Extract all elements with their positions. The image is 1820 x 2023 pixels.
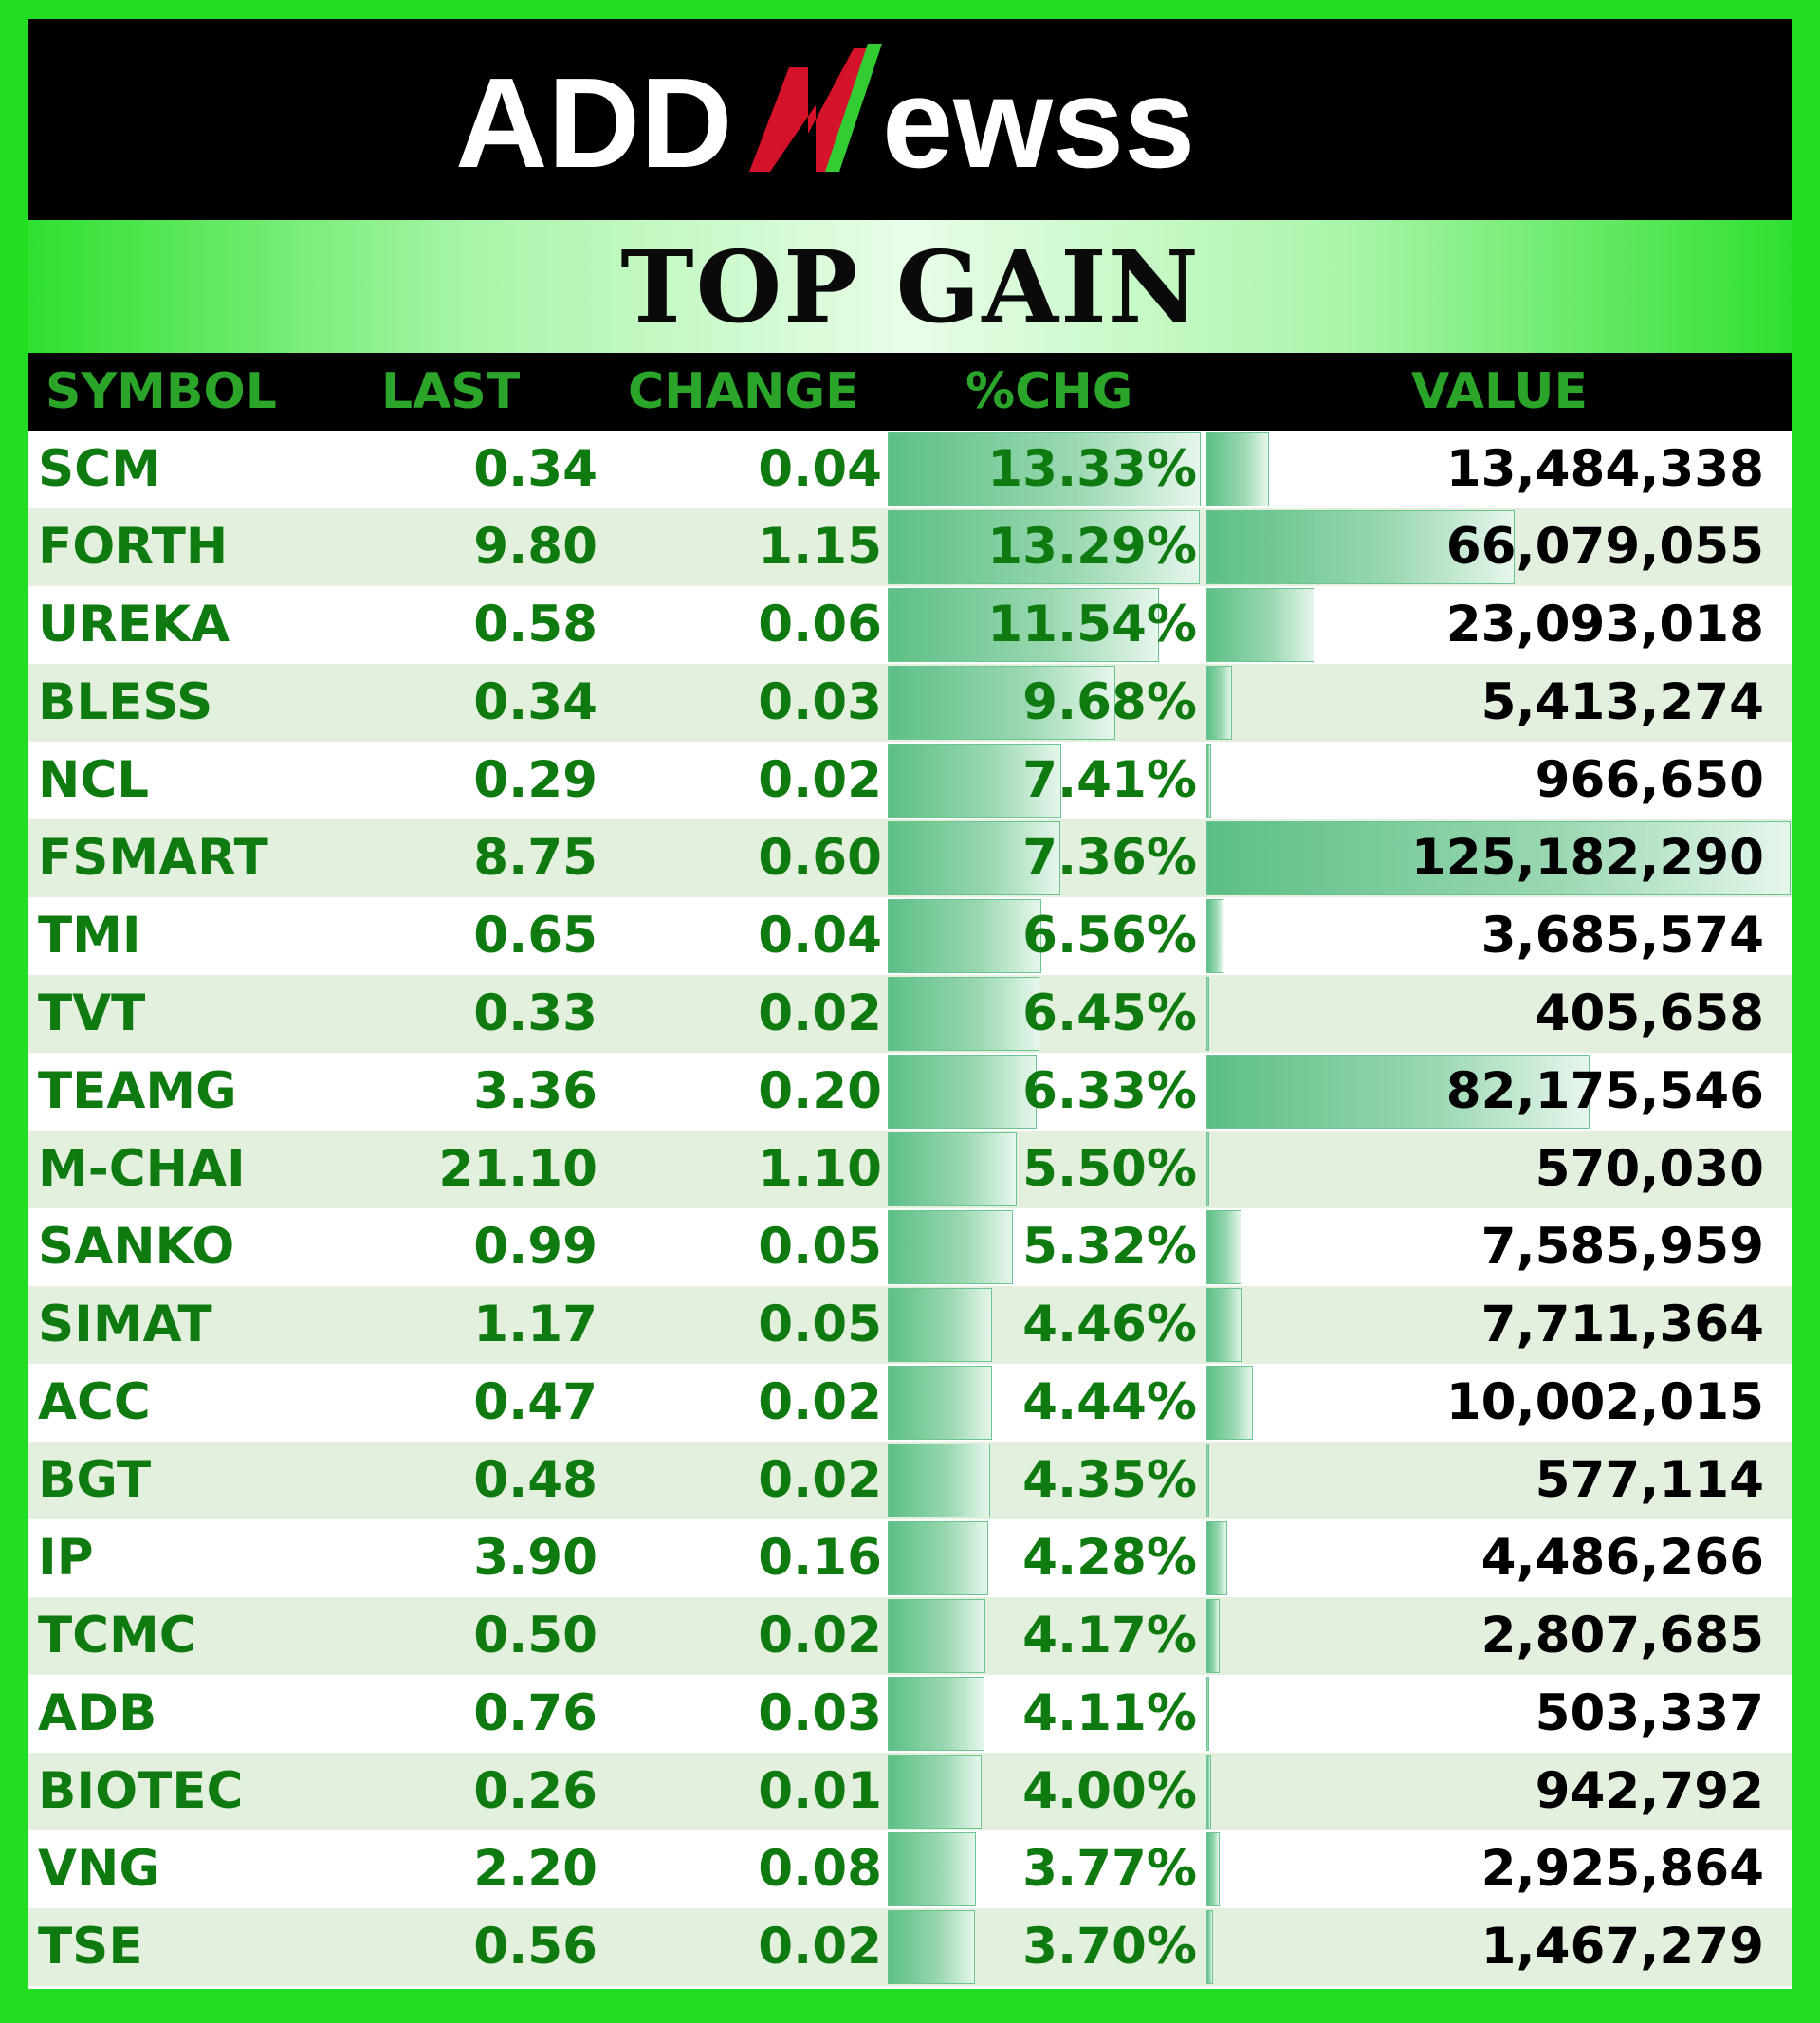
pctchg-cell: 11.54%: [987, 596, 1197, 653]
pctchg-bar: [888, 1832, 976, 1906]
last-cell: 8.75: [473, 829, 597, 887]
last-cell: 0.26: [473, 1762, 597, 1820]
pctchg-bar: [888, 1210, 1013, 1284]
change-cell: 0.05: [758, 1296, 882, 1353]
pctchg-cell: 4.44%: [1022, 1373, 1197, 1431]
column-header-pctchg: %CHG: [965, 363, 1133, 420]
symbol-cell: TCMC: [38, 1607, 196, 1664]
title-band: [28, 220, 1792, 353]
change-cell: 0.08: [758, 1840, 882, 1898]
symbol-cell: IP: [38, 1529, 94, 1587]
value-cell: 4,486,266: [1480, 1529, 1764, 1587]
pctchg-bar: [888, 899, 1041, 973]
table-row: [28, 1442, 1792, 1519]
pctchg-cell: 4.46%: [1022, 1296, 1197, 1353]
symbol-cell: UREKA: [38, 596, 230, 653]
pctchg-cell: 3.77%: [1022, 1840, 1197, 1898]
symbol-cell: BIOTEC: [38, 1762, 244, 1820]
value-cell: 5,413,274: [1480, 673, 1764, 731]
last-cell: 3.90: [473, 1529, 597, 1587]
last-cell: 0.99: [473, 1218, 597, 1276]
change-cell: 0.02: [758, 984, 882, 1042]
addnewss-logo: [436, 29, 1385, 210]
column-header-change: CHANGE: [628, 363, 859, 420]
symbol-cell: SANKO: [38, 1218, 235, 1276]
value-bar: [1206, 1132, 1209, 1206]
symbol-cell: SCM: [38, 440, 161, 498]
last-cell: 0.56: [473, 1918, 597, 1976]
change-cell: 0.02: [758, 1373, 882, 1431]
pctchg-bar: [888, 1599, 985, 1673]
table-row: [28, 1053, 1792, 1131]
value-bar: [1206, 1755, 1211, 1829]
pctchg-bar: [888, 1288, 992, 1362]
value-bar: [1206, 666, 1232, 740]
page-title: TOP GAIN: [620, 228, 1201, 345]
symbol-cell: M-CHAI: [38, 1140, 246, 1198]
pctchg-bar: [888, 977, 1039, 1051]
symbol-cell: ACC: [38, 1373, 151, 1431]
symbol-cell: NCL: [38, 751, 150, 809]
change-cell: 0.02: [758, 1451, 882, 1509]
change-cell: 0.16: [758, 1529, 882, 1587]
value-bar: [1206, 977, 1209, 1051]
value-cell: 503,337: [1535, 1684, 1764, 1742]
table-row: [28, 664, 1792, 742]
table-row: [28, 1364, 1792, 1442]
pctchg-cell: 6.56%: [1022, 907, 1197, 965]
change-cell: 1.10: [758, 1140, 882, 1198]
pctchg-bar: [888, 1755, 982, 1829]
last-cell: 1.17: [473, 1296, 597, 1353]
last-cell: 0.47: [473, 1373, 597, 1431]
table-row: [28, 1286, 1792, 1364]
last-cell: 9.80: [473, 518, 597, 576]
change-cell: 0.60: [758, 829, 882, 887]
value-cell: 2,925,864: [1480, 1840, 1764, 1898]
last-cell: 0.34: [473, 440, 597, 498]
value-cell: 942,792: [1535, 1762, 1764, 1820]
pctchg-cell: 13.29%: [987, 518, 1197, 576]
last-cell: 21.10: [438, 1140, 597, 1198]
value-bar: [1206, 744, 1211, 818]
change-cell: 0.03: [758, 1684, 882, 1742]
last-cell: 0.29: [473, 751, 597, 809]
value-cell: 10,002,015: [1445, 1373, 1764, 1431]
table-row: [28, 975, 1792, 1053]
last-cell: 3.36: [473, 1062, 597, 1120]
change-cell: 0.02: [758, 1607, 882, 1664]
table-row: [28, 819, 1792, 897]
change-cell: 0.06: [758, 596, 882, 653]
pctchg-bar: [888, 1444, 990, 1517]
table-row: [28, 508, 1792, 586]
value-bar: [1206, 1521, 1227, 1595]
value-bar: [1206, 899, 1223, 973]
value-bar: [1206, 1832, 1220, 1906]
pctchg-cell: 4.17%: [1022, 1607, 1197, 1664]
pctchg-cell: 5.50%: [1022, 1140, 1197, 1198]
last-cell: 0.33: [473, 984, 597, 1042]
symbol-cell: VNG: [38, 1840, 160, 1898]
value-cell: 125,182,290: [1410, 829, 1764, 887]
last-cell: 0.76: [473, 1684, 597, 1742]
symbol-cell: TEAMG: [38, 1062, 237, 1120]
symbol-cell: ADB: [38, 1684, 157, 1742]
change-cell: 0.04: [758, 440, 882, 498]
change-cell: 0.02: [758, 751, 882, 809]
logo-text-ewss: ewss: [882, 51, 1196, 194]
logo-bar: [28, 19, 1792, 220]
top-gain-card: [28, 19, 1792, 1989]
value-bar: [1206, 1599, 1220, 1673]
symbol-cell: FSMART: [38, 829, 268, 887]
column-header-value: VALUE: [1411, 363, 1588, 420]
pctchg-bar: [888, 1366, 992, 1440]
pctchg-bar: [888, 1910, 975, 1984]
change-cell: 1.15: [758, 518, 882, 576]
value-bar: [1206, 432, 1269, 506]
last-cell: 2.20: [473, 1840, 597, 1898]
value-cell: 82,175,546: [1445, 1062, 1764, 1120]
symbol-cell: FORTH: [38, 518, 229, 576]
pctchg-cell: 7.41%: [1022, 751, 1197, 809]
pctchg-cell: 4.11%: [1022, 1684, 1197, 1742]
pctchg-cell: 13.33%: [987, 440, 1197, 498]
symbol-cell: BGT: [38, 1451, 152, 1509]
table-row: [28, 1519, 1792, 1597]
value-bar: [1206, 1366, 1253, 1440]
value-cell: 7,711,364: [1480, 1296, 1764, 1353]
table-row: [28, 431, 1792, 508]
pctchg-cell: 4.00%: [1022, 1762, 1197, 1820]
pctchg-cell: 6.45%: [1022, 984, 1197, 1042]
table-row: [28, 1908, 1792, 1986]
symbol-cell: SIMAT: [38, 1296, 212, 1353]
table-row: [28, 1675, 1792, 1753]
table-row: [28, 897, 1792, 975]
table-row: [28, 586, 1792, 664]
pctchg-cell: 4.28%: [1022, 1529, 1197, 1587]
value-bar: [1206, 588, 1314, 662]
pctchg-cell: 9.68%: [1022, 673, 1197, 731]
value-cell: 966,650: [1535, 751, 1764, 809]
table-row: [28, 1830, 1792, 1908]
value-cell: 570,030: [1535, 1140, 1764, 1198]
column-header-last: LAST: [381, 363, 521, 420]
table-row: [28, 1131, 1792, 1208]
last-cell: 0.50: [473, 1607, 597, 1664]
value-bar: [1206, 1210, 1241, 1284]
change-cell: 0.02: [758, 1918, 882, 1976]
table-row: [28, 742, 1792, 819]
table-row: [28, 1753, 1792, 1830]
change-cell: 0.04: [758, 907, 882, 965]
value-cell: 7,585,959: [1480, 1218, 1764, 1276]
pctchg-bar: [888, 1055, 1037, 1129]
symbol-cell: TSE: [38, 1918, 143, 1976]
symbol-cell: TMI: [38, 907, 141, 965]
change-cell: 0.01: [758, 1762, 882, 1820]
pctchg-cell: 7.36%: [1022, 829, 1197, 887]
symbol-cell: BLESS: [38, 673, 213, 731]
value-cell: 2,807,685: [1480, 1607, 1764, 1664]
symbol-cell: TVT: [38, 984, 146, 1042]
value-cell: 13,484,338: [1445, 440, 1764, 498]
value-cell: 66,079,055: [1445, 518, 1764, 576]
value-cell: 1,467,279: [1480, 1918, 1764, 1976]
change-cell: 0.20: [758, 1062, 882, 1120]
value-cell: 577,114: [1535, 1451, 1764, 1509]
pctchg-cell: 3.70%: [1022, 1918, 1197, 1976]
table-row: [28, 1208, 1792, 1286]
value-bar: [1206, 1677, 1209, 1751]
pctchg-bar: [888, 1677, 984, 1751]
table-row: [28, 1597, 1792, 1675]
pctchg-bar: [888, 1132, 1017, 1206]
value-bar: [1206, 1910, 1213, 1984]
table-header: [28, 353, 1792, 431]
value-cell: 405,658: [1535, 984, 1764, 1042]
value-cell: 23,093,018: [1445, 596, 1764, 653]
change-cell: 0.05: [758, 1218, 882, 1276]
logo-text-add: ADD: [455, 51, 733, 194]
pctchg-cell: 5.32%: [1022, 1218, 1197, 1276]
last-cell: 0.65: [473, 907, 597, 965]
pctchg-cell: 4.35%: [1022, 1451, 1197, 1509]
last-cell: 0.58: [473, 596, 597, 653]
value-bar: [1206, 1444, 1209, 1517]
change-cell: 0.03: [758, 673, 882, 731]
last-cell: 0.34: [473, 673, 597, 731]
column-header-symbol: SYMBOL: [46, 363, 277, 420]
value-bar: [1206, 1288, 1242, 1362]
pctchg-cell: 6.33%: [1022, 1062, 1197, 1120]
value-cell: 3,685,574: [1480, 907, 1764, 965]
pctchg-bar: [888, 1521, 988, 1595]
last-cell: 0.48: [473, 1451, 597, 1509]
